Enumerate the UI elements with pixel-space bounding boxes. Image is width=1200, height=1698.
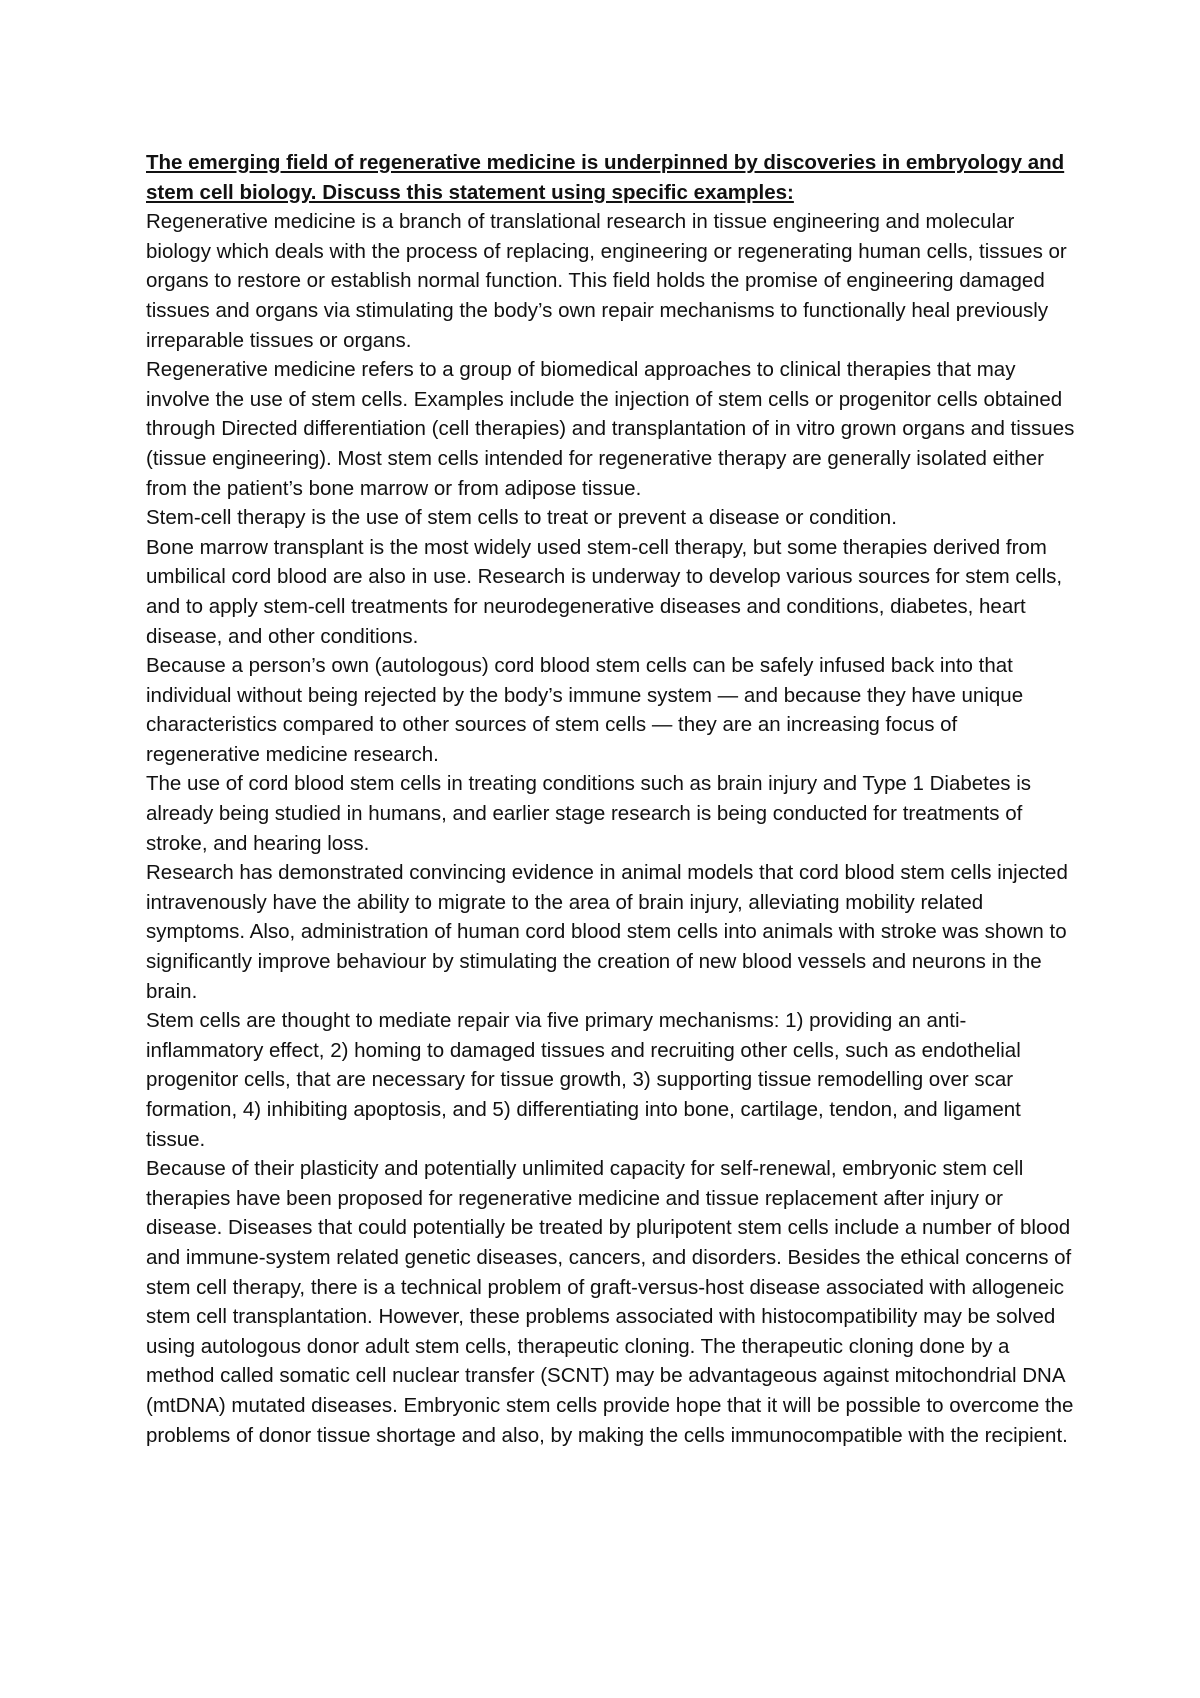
paragraph-animal-model-research: Research has demonstrated convincing evidence in animal models that cord blood stem cells injected intravenously have the ability to migrate to the area of brain injury, alleviating mobility related symptoms. Also, administration of human cord blood stem cells into animals with stroke was shown to significantly improve behaviour by stimulating the creation of new blood vessels and neurons in the brain.	[146, 861, 1068, 1003]
paragraph-embryonic-stem-cells: Because of their plasticity and potentially unlimited capacity for self-renewal, embryonic stem cell therapies have been proposed for regenerative medicine and tissue replacement after injury or disease. Diseases that could potentially be treated by pluripotent stem cells include a number of blood and immune-system related genetic diseases, cancers, and disorders. Besides the ethical concerns of stem cell therapy, there is a technical problem of graft-versus-host disease associated with allogeneic stem cell transplantation. However, these problems associated with histocompatibility may be solved using autologous donor adult stem cells, therapeutic cloning. The therapeutic cloning done by a method called somatic cell nuclear transfer (SCNT) may be advantageous against mitochondrial DNA (mtDNA) mutated diseases. Embryonic stem cells provide hope that it will be possible to overcome the problems of donor tissue shortage and also, by making the cells immunocompatible with the recipient.	[146, 1157, 1074, 1447]
paragraph-stem-cell-therapy: Stem-cell therapy is the use of stem cells to treat or prevent a disease or condition.	[146, 506, 897, 530]
paragraph-bone-marrow-transplant: Bone marrow transplant is the most widely used stem-cell therapy, but some therapies derived from umbilical cord blood are also in use. Research is underway to develop various sources for stem cells, and to apply stem-cell treatments for neurodegenerative diseases and conditions, diabetes, heart disease, and other conditions.	[146, 535, 1063, 648]
document-body	[146, 148, 1076, 1450]
paragraph-biomedical-approaches: Regenerative medicine refers to a group of biomedical approaches to clinical therapies that may involve the use of stem cells. Examples include the injection of stem cells or progenitor cells obtained through Directed differentiation (cell therapies) and transplantation of in vitro grown organs and tissues (tissue engineering). Most stem cells intended for regenerative therapy are generally isolated either from the patient’s bone marrow or from adipose tissue.	[146, 358, 1075, 500]
document-heading: The emerging field of regenerative medicine is underpinned by discoveries in embryology and stem cell biology. Discuss this statement using specific examples:	[146, 151, 1065, 204]
paragraph-cord-blood-conditions: The use of cord blood stem cells in treating conditions such as brain injury and Type 1 Diabetes is already being studied in humans, and earlier stage research is being conducted for treatments of stroke, and hearing loss.	[146, 772, 1032, 855]
paragraph-autologous-cord-blood: Because a person’s own (autologous) cord blood stem cells can be safely infused back into that individual without being rejected by the body’s immune system — and because they have unique characteristics compared to other sources of stem cells — they are an increasing focus of regenerative medicine research.	[146, 654, 1024, 766]
paragraph-repair-mechanisms: Stem cells are thought to mediate repair via five primary mechanisms: 1) providing an anti-inflammatory effect, 2) homing to damaged tissues and recruiting other cells, such as endothelial progenitor cells, that are necessary for tissue growth, 3) supporting tissue remodelling over scar formation, 4) inhibiting apoptosis, and 5) differentiating into bone, cartilage, tendon, and ligament tissue.	[146, 1009, 1021, 1151]
paragraph-regenerative-medicine-definition: Regenerative medicine is a branch of translational research in tissue engineering and molecular biology which deals with the process of replacing, engineering or regenerating human cells, tissues or organs to restore or establish normal function. This field holds the promise of engineering damaged tissues and organs via stimulating the body’s own repair mechanisms to functionally heal previously irreparable tissues or organs.	[146, 210, 1067, 352]
